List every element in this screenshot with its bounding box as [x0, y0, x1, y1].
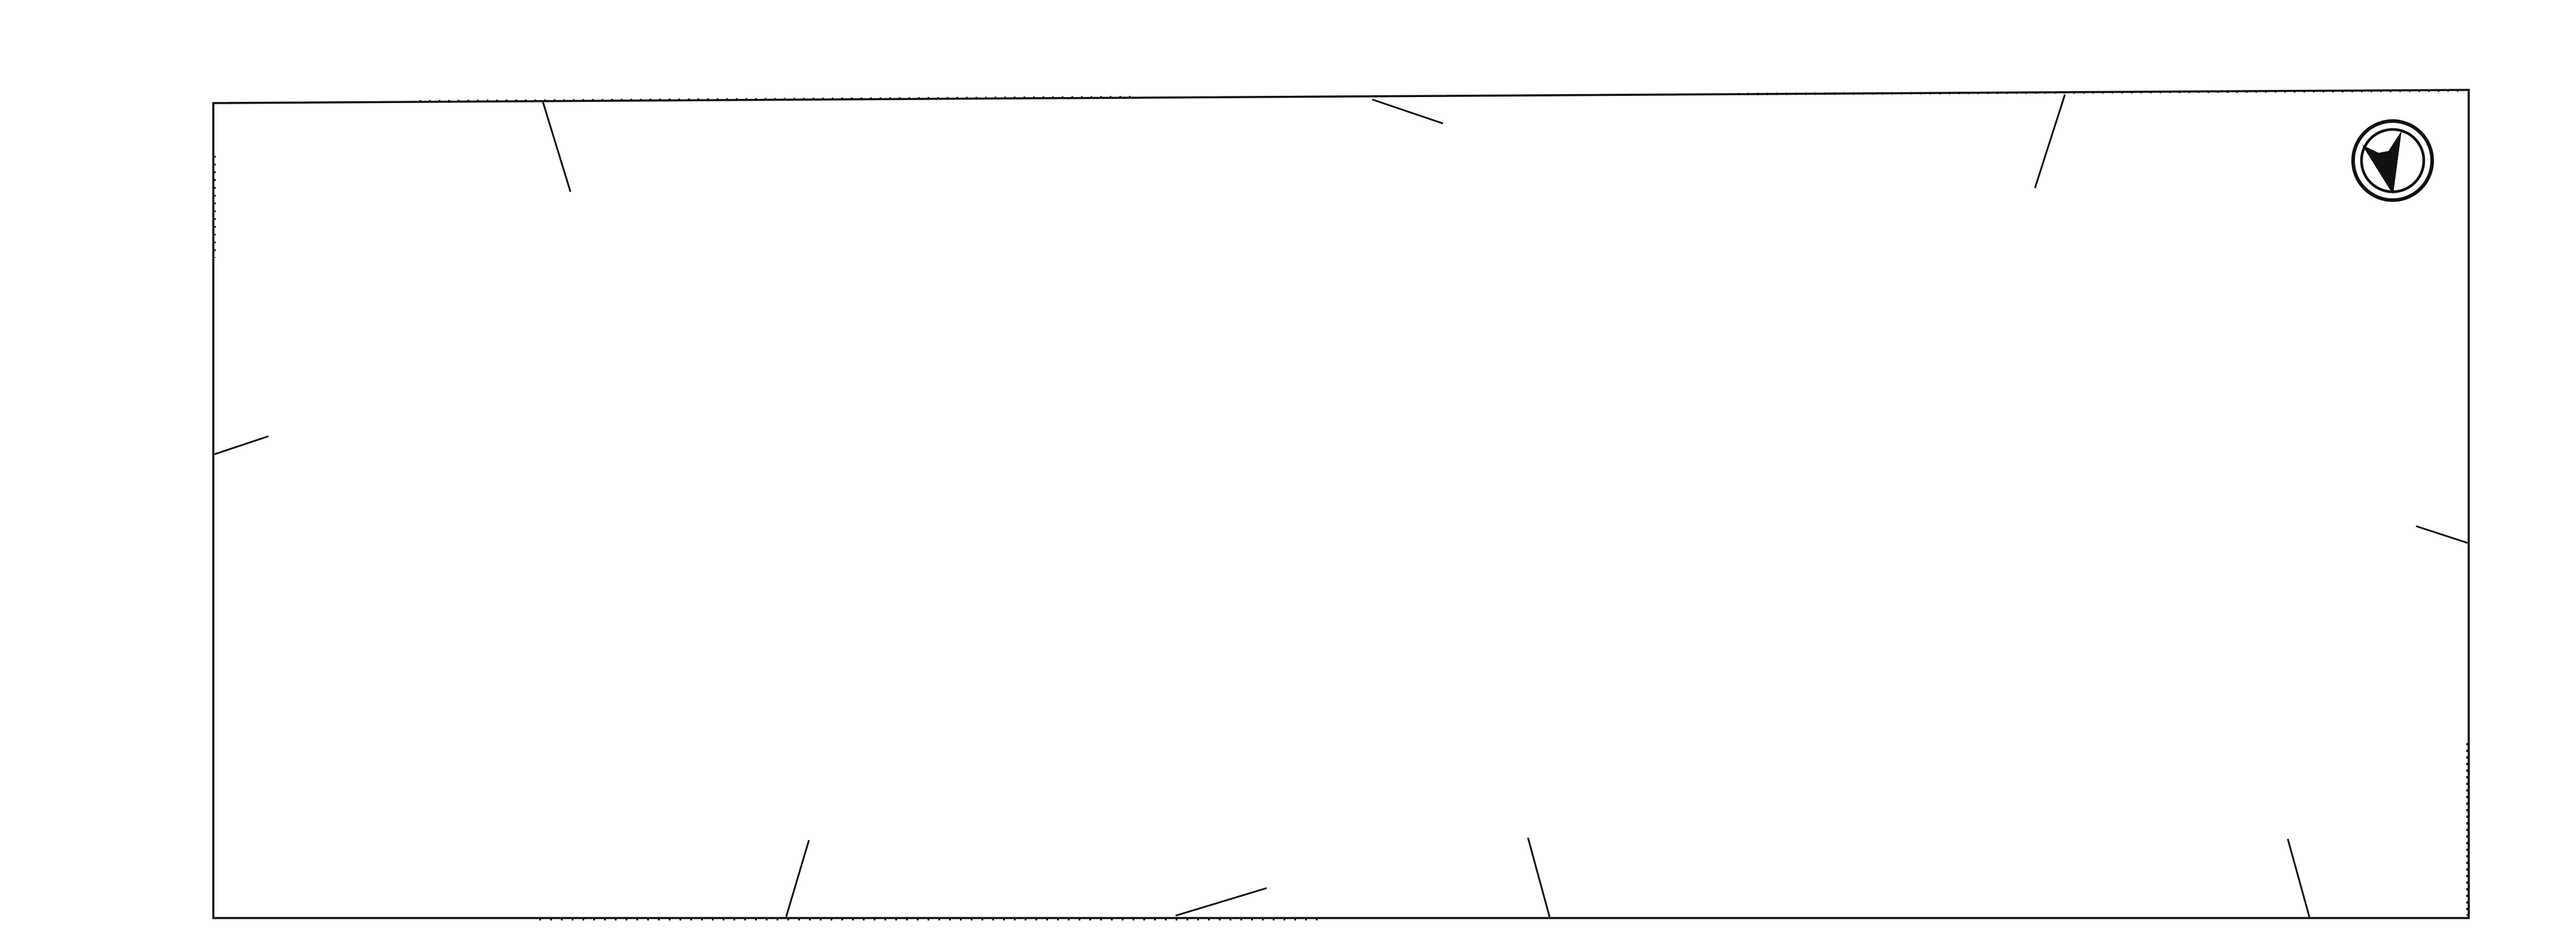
map-frame	[213, 90, 2469, 919]
north-arrow-icon	[2353, 121, 2432, 200]
grid-tick-lines	[215, 95, 2468, 917]
